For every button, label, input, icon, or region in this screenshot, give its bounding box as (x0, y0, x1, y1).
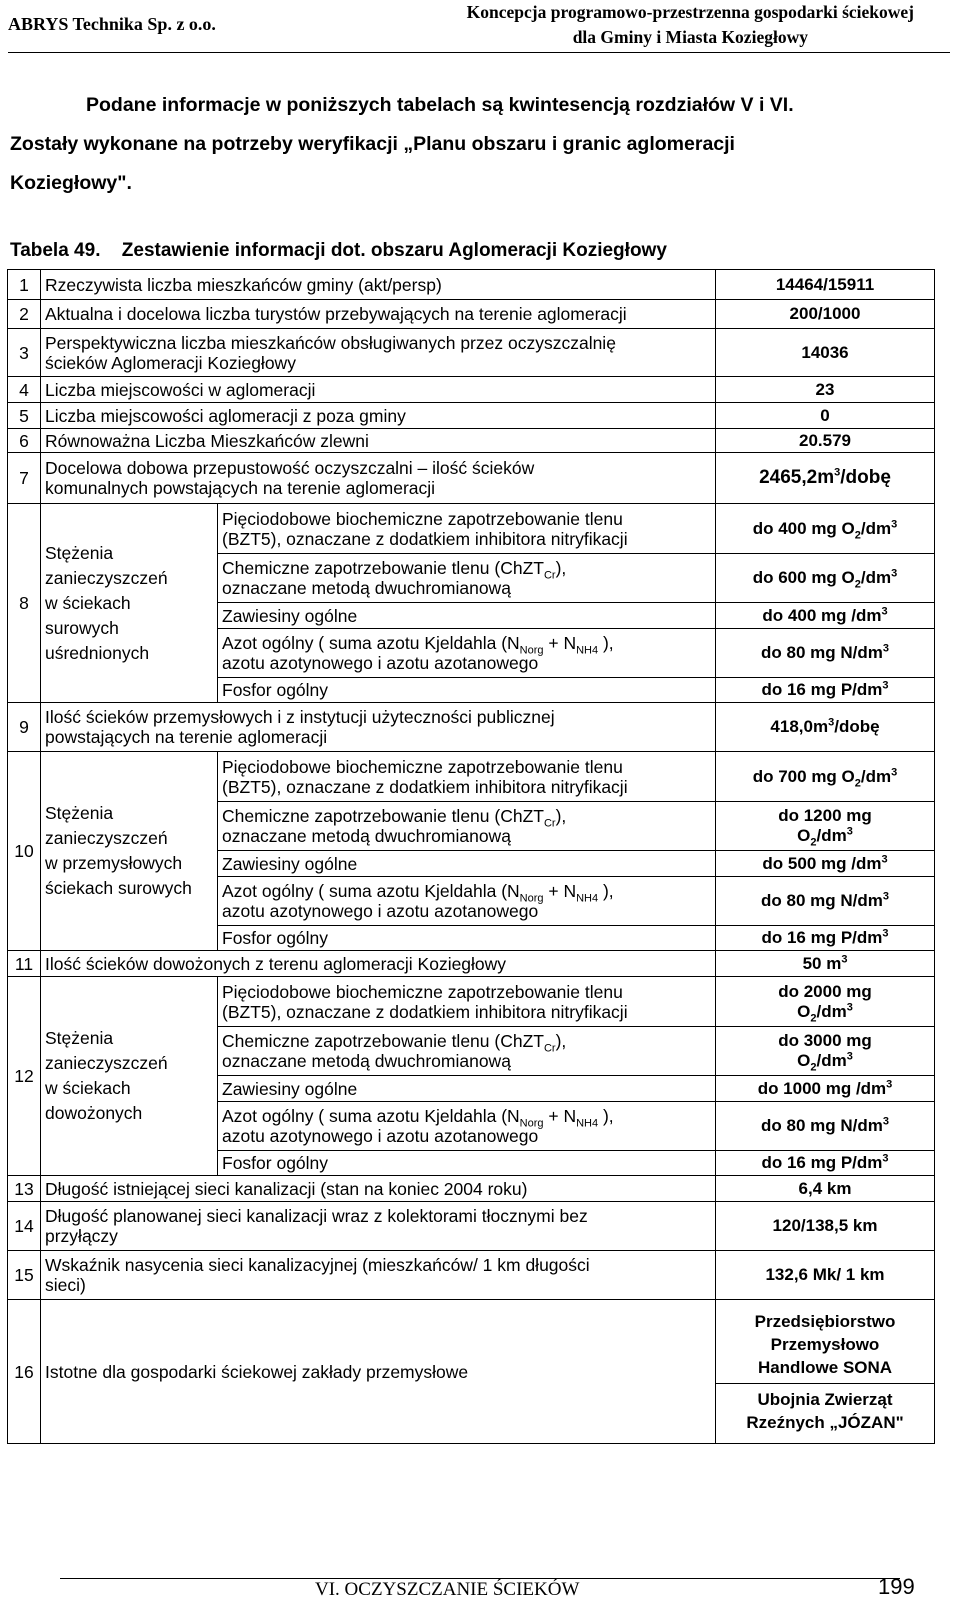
parameter-value (716, 752, 935, 802)
value-sup: 3 (846, 1000, 853, 1013)
row-description (41, 453, 716, 504)
row-number: 13 (8, 1176, 41, 1202)
category-line: zanieczyszczeń (45, 828, 168, 848)
value-unit: O (797, 1001, 811, 1021)
row-value: 120/138,5 km (716, 1202, 935, 1251)
value-sup: 3 (882, 1152, 889, 1165)
summary-table (7, 269, 935, 1444)
parameter-zawiesiny: Zawiesiny ogólne (218, 1076, 716, 1102)
parameter-line: azotu azotynowego i azotu azotanowego (222, 901, 539, 921)
category-line: surowych (45, 617, 119, 638)
row-number: 5 (8, 403, 41, 429)
table-row (8, 429, 935, 453)
row-number: 10 (8, 752, 41, 951)
value-sup: 3 (882, 1115, 889, 1128)
parameter-value (716, 1102, 935, 1151)
value-unit: /dm (860, 568, 892, 587)
parameter-text: ), (598, 633, 614, 653)
parameter-text: Chemiczne zapotrzebowanie tlenu (ChZT (222, 806, 544, 826)
parameter-text: ), (555, 558, 567, 578)
parameter-chzt (218, 554, 716, 603)
category-line: dowożonych (45, 1103, 143, 1123)
parameter-text: Azot ogólny ( suma azotu Kjeldahla (N (222, 881, 520, 901)
parameter-sub: Cr (543, 817, 556, 830)
parameter-text: ), (555, 806, 567, 826)
row-value (716, 951, 935, 977)
value-text: do 500 mg /dm (762, 853, 882, 873)
parameter-line: oznaczane metodą dwuchromianową (222, 578, 511, 598)
table-row (8, 300, 935, 329)
value-unit: /dm (860, 766, 892, 786)
page-number: 199 (878, 1574, 915, 1599)
parameter-value (716, 877, 935, 926)
row-number: 7 (8, 453, 41, 504)
value-text: do 80 mg N/dm (761, 643, 883, 662)
row-description (41, 1251, 716, 1300)
value-text: do 600 mg O (752, 568, 855, 587)
parameter-line (222, 633, 711, 657)
row-description-line: komunalnych powstających na terenie aglomeracji (45, 478, 436, 498)
intro-line: Koziegłowy". (10, 172, 132, 194)
value-unit: /dm (860, 518, 892, 538)
row-value: 20.579 (716, 429, 935, 453)
value-text: do 700 mg O (752, 766, 855, 786)
category-line: Stężenia (45, 542, 114, 563)
category-line: Stężenia (45, 803, 114, 823)
parameter-value (716, 802, 935, 851)
value-sup: 3 (846, 1050, 853, 1063)
table-caption-label: Tabela 49. (10, 240, 101, 261)
parameter-value (716, 629, 935, 678)
parameter-line: Pięciodobowe biochemiczne zapotrzebowanie tlenu (222, 756, 623, 777)
row-number: 12 (8, 977, 41, 1176)
value-sub: 2 (854, 528, 861, 541)
value-line (720, 825, 930, 849)
parameter-text: ), (598, 881, 614, 901)
row-description (41, 703, 716, 752)
parameter-sub: Cr (543, 1042, 556, 1055)
row-description: Liczba miejscowości w aglomeracji (41, 377, 716, 403)
parameter-line: azotu azotynowego i azotu azotanowego (222, 1126, 539, 1146)
parameter-line (222, 1031, 711, 1055)
parameter-value (716, 554, 935, 603)
value-text: do 16 mg P/dm (761, 928, 883, 947)
row-number: 9 (8, 703, 41, 752)
row-value: 0 (716, 403, 935, 429)
value-sup: 3 (846, 825, 853, 838)
parameter-chzt (218, 802, 716, 851)
table-row (8, 1202, 935, 1251)
value-text: do 400 mg /dm (762, 605, 882, 625)
parameter-line (222, 806, 711, 830)
parameter-line: Pięciodobowe biochemiczne zapotrzebowanie tlenu (222, 981, 623, 1002)
row-description-line: powstających na terenie aglomeracji (45, 727, 328, 747)
parameter-line (222, 558, 711, 582)
value-text: do 2000 mg (778, 981, 872, 1001)
row-description: Rzeczywista liczba mieszkańców gminy (akt/persp) (41, 270, 716, 300)
table-row (8, 1176, 935, 1202)
value-sup: 3 (834, 466, 841, 479)
parameter-azot (218, 877, 716, 926)
value-number: 50 m (802, 953, 842, 973)
row-description: Aktualna i docelowa liczba turystów przebywających na terenie aglomeracji (41, 300, 716, 329)
value-sup: 3 (891, 517, 898, 530)
plant-sona: Przedsiębiorstwo Przemysłowo Handlowe SONA (716, 1308, 934, 1384)
row-number: 2 (8, 300, 41, 329)
value-unit: /dm (816, 1051, 847, 1070)
parameter-text: Azot ogólny ( suma azotu Kjeldahla (N (222, 633, 520, 653)
value-sup: 3 (891, 765, 898, 778)
row-description-line: przyłączy (45, 1226, 118, 1246)
parameter-value (716, 977, 935, 1027)
parameter-text: Chemiczne zapotrzebowanie tlenu (ChZT (222, 1031, 544, 1051)
value-unit: /dm (816, 1001, 847, 1021)
parameter-value (716, 926, 935, 951)
value-text: do 1200 mg (778, 806, 872, 825)
concentration-category (41, 752, 218, 951)
parameter-line: (BZT5), oznaczane z dodatkiem inhibitora nitryfikacji (222, 1001, 628, 1022)
value-line (720, 1002, 930, 1022)
parameter-line: (BZT5), oznaczane z dodatkiem inhibitora nitryfikacji (222, 528, 628, 549)
header-divider (8, 52, 950, 53)
intro-line: Podane informacje w poniższych tabelach są kwintesencją rozdziałów V i VI. (86, 94, 794, 116)
parameter-sub: NH4 (576, 644, 599, 657)
parameter-fosfor: Fosfor ogólny (218, 678, 716, 703)
parameter-zawiesiny: Zawiesiny ogólne (218, 851, 716, 877)
value-sup: 3 (882, 927, 889, 940)
parameter-bzt (218, 752, 716, 802)
parameter-sub: NH4 (576, 892, 599, 905)
value-unit: /dm (816, 826, 847, 845)
value-sup: 3 (841, 952, 848, 965)
row-description-line: Długość planowanej sieci kanalizacji wraz z kolektorami tłocznymi bez (45, 1206, 588, 1226)
row-description: Istotne dla gospodarki ściekowej zakłady przemysłowe (41, 1300, 716, 1444)
table-row (8, 1251, 935, 1300)
value-sup: 3 (828, 716, 835, 729)
row-description-line: Ilość ścieków przemysłowych i z instytucji użyteczności publicznej (45, 707, 555, 727)
table-row (8, 270, 935, 300)
row-number: 6 (8, 429, 41, 453)
row-description: Ilość ścieków dowożonych z terenu aglomeracji Koziegłowy (41, 951, 716, 977)
category-line: uśrednionych (45, 642, 150, 663)
value-unit: O (797, 1051, 811, 1070)
value-sup: 3 (882, 642, 889, 655)
value-text: do 80 mg N/dm (761, 891, 883, 910)
value-sup: 3 (891, 567, 898, 580)
parameter-value (716, 504, 935, 554)
table-caption (10, 240, 683, 262)
row-number: 11 (8, 951, 41, 977)
parameter-text: ), (598, 1106, 614, 1126)
table-row (8, 403, 935, 429)
row-value: 23 (716, 377, 935, 403)
row-description-line: ścieków Aglomeracji Koziegłowy (45, 352, 296, 373)
parameter-fosfor: Fosfor ogólny (218, 926, 716, 951)
row-value (716, 1300, 935, 1444)
row-description-line: Wskaźnik nasycenia sieci kanalizacyjnej (mieszkańców/ 1 km długości (45, 1255, 590, 1275)
intro-line: Zostały wykonane na potrzeby weryfikacji „Planu obszaru i granic aglomeracji (10, 133, 735, 155)
row-description: Liczba miejscowości aglomeracji z poza gminy (41, 403, 716, 429)
row-number: 1 (8, 270, 41, 300)
row-description-line: Docelowa dobowa przepustowość oczyszczalni – ilość ścieków (45, 458, 535, 478)
value-text: do 1000 mg /dm (757, 1078, 887, 1098)
table-row (8, 752, 935, 802)
value-sub: 2 (810, 836, 817, 849)
table-caption-text: Zestawienie informacji dot. obszaru Aglomeracji Koziegłowy (121, 240, 667, 261)
document-title-line1: Koncepcja programowo-przestrzenna gospodarki ściekowej (466, 2, 914, 22)
row-value (716, 703, 935, 752)
parameter-sub: Norg (519, 644, 544, 657)
concentration-category (41, 977, 218, 1176)
value-text: do 3000 mg (778, 1031, 872, 1050)
parameter-sub: NH4 (576, 1117, 599, 1130)
parameter-line: Pięciodobowe biochemiczne zapotrzebowanie tlenu (222, 508, 623, 529)
value-sub: 2 (854, 776, 861, 789)
parameter-sub: Cr (543, 569, 556, 582)
value-text: do 16 mg P/dm (761, 680, 883, 699)
row-value (716, 453, 935, 504)
table-row (8, 1300, 935, 1444)
table-row (8, 453, 935, 504)
parameter-line: (BZT5), oznaczane z dodatkiem inhibitora nitryfikacji (222, 776, 628, 797)
category-line: zanieczyszczeń (45, 1053, 168, 1073)
concentration-category (41, 504, 218, 703)
row-description-line: sieci) (45, 1275, 86, 1295)
row-description: Długość istniejącej sieci kanalizacji (stan na koniec 2004 roku) (41, 1176, 716, 1202)
footer-chapter: VI. OCZYSZCZANIE ŚCIEKÓW (315, 1579, 580, 1600)
parameter-fosfor: Fosfor ogólny (218, 1151, 716, 1176)
row-number: 8 (8, 504, 41, 703)
parameter-value (716, 678, 935, 703)
value-sub: 2 (810, 1061, 817, 1074)
value-sup: 3 (881, 604, 888, 617)
value-suffix: /dobę (840, 467, 891, 488)
parameter-zawiesiny: Zawiesiny ogólne (218, 603, 716, 629)
value-text: do 16 mg P/dm (761, 1153, 883, 1172)
parameter-sub: Norg (519, 1117, 544, 1130)
parameter-chzt (218, 1027, 716, 1076)
row-value: 6,4 km (716, 1176, 935, 1202)
parameter-line (222, 881, 711, 905)
category-line: w ściekach (45, 592, 131, 613)
parameter-azot (218, 629, 716, 678)
value-sup: 3 (881, 852, 888, 865)
value-sub: 2 (810, 1011, 817, 1024)
parameter-line: azotu azotynowego i azotu azotanowego (222, 653, 539, 673)
parameter-bzt (218, 504, 716, 554)
parameter-value (716, 1076, 935, 1102)
value-line (720, 1050, 930, 1074)
row-number: 16 (8, 1300, 41, 1444)
row-number: 14 (8, 1202, 41, 1251)
value-suffix: /dobę (834, 717, 880, 736)
plant-jozan: Ubojnia Zwierząt Rzeźnych „JÓZAN" (746, 1389, 904, 1432)
parameter-value (716, 1027, 935, 1076)
value-number: 2465,2m (759, 467, 835, 488)
parameter-value (716, 603, 935, 629)
parameter-sub: Norg (519, 892, 544, 905)
parameter-text: Azot ogólny ( suma azotu Kjeldahla (N (222, 1106, 520, 1126)
parameter-line: oznaczane metodą dwuchromianową (222, 826, 511, 846)
row-description (41, 329, 716, 377)
category-line: Stężenia (45, 1028, 114, 1048)
table-row (8, 951, 935, 977)
parameter-text: + N (543, 633, 577, 653)
row-description (41, 1202, 716, 1251)
document-title-line2: dla Gminy i Miasta Koziegłowy (572, 27, 808, 47)
table-row (8, 377, 935, 403)
value-text: do 400 mg O (752, 518, 855, 538)
value-sub: 2 (854, 578, 861, 591)
table-row (8, 504, 935, 554)
row-number: 15 (8, 1251, 41, 1300)
table-row (8, 703, 935, 752)
table-row (8, 329, 935, 377)
category-line: ściekach surowych (45, 878, 192, 898)
company-name: ABRYS Technika Sp. z o.o. (8, 14, 216, 34)
parameter-text: + N (543, 881, 577, 901)
parameter-text: Chemiczne zapotrzebowanie tlenu (ChZT (222, 558, 544, 578)
category-line: w ściekach (45, 1078, 131, 1098)
parameter-azot (218, 1102, 716, 1151)
row-value: 132,6 Mk/ 1 km (716, 1251, 935, 1300)
document-title (467, 0, 914, 50)
category-line: zanieczyszczeń (45, 567, 168, 588)
parameter-text: ), (555, 1031, 567, 1051)
row-number: 3 (8, 329, 41, 377)
row-description-line: Perspektywiczna liczba mieszkańców obsługiwanych przez oczyszczalnię (45, 332, 616, 353)
intro-paragraph (10, 86, 940, 203)
parameter-bzt (218, 977, 716, 1027)
value-text: do 80 mg N/dm (761, 1116, 883, 1135)
row-value: 14036 (716, 329, 935, 377)
value-unit: O (797, 826, 811, 845)
row-value: 200/1000 (716, 300, 935, 329)
row-value: 14464/15911 (716, 270, 935, 300)
parameter-value (716, 1151, 935, 1176)
table-row (8, 977, 935, 1027)
row-description: Równoważna Liczba Mieszkańców zlewni (41, 429, 716, 453)
parameter-line (222, 1106, 711, 1130)
row-number: 4 (8, 377, 41, 403)
value-sup: 3 (886, 1077, 893, 1090)
parameter-value (716, 851, 935, 877)
parameter-text: + N (543, 1106, 577, 1126)
value-sup: 3 (882, 890, 889, 903)
value-number: 418,0m (770, 717, 829, 736)
value-sup: 3 (882, 679, 889, 692)
parameter-line: oznaczane metodą dwuchromianową (222, 1051, 511, 1071)
category-line: w przemysłowych (45, 853, 183, 873)
